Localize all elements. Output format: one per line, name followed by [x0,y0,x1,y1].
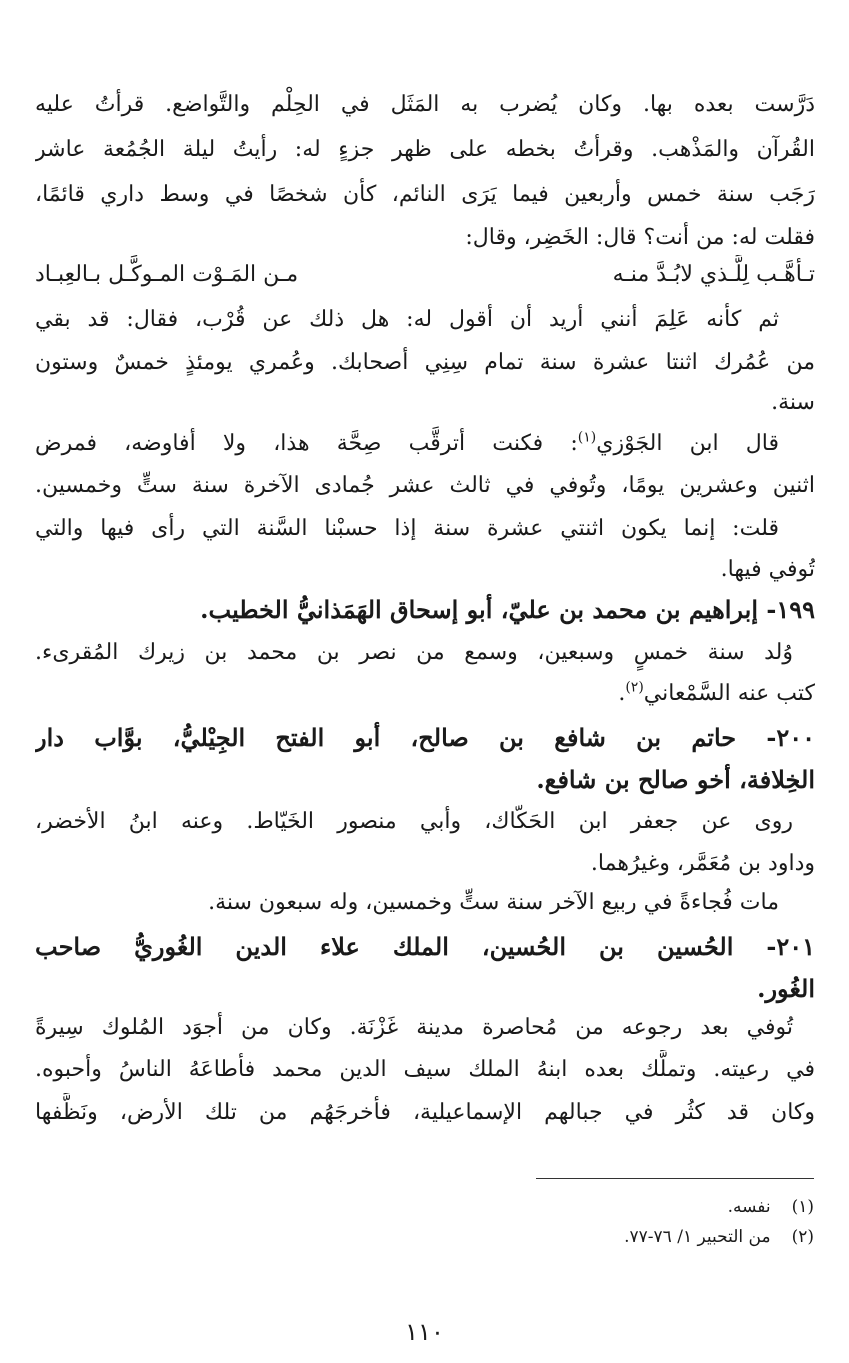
text-span: قال ابن الجَوْزي [596,431,779,456]
verse-second-hemistich: مـن المَـوْت المـوكَّـل بـالعِبـاد [35,262,299,287]
verse-line [35,255,815,295]
footnote-text: من التحبير ١/ ٧٦-٧٧. [624,1227,771,1247]
entry-heading-200-cont: الخِلافة، أخو صالح بن شافع. [536,765,815,794]
text-line [35,424,815,464]
footnote-number: (٢) [791,1227,814,1247]
footnote [414,1223,814,1251]
text-line: رَجَب سنة خمس وأربعين فيما يَرَى النائم، كأن شخصًا في وسط داري قائمًا، [35,182,815,207]
text-line: وُلد سنة خمسٍ وسبعين، وسمع من نصر بن محمد بن زيرك المُقرىء. [35,640,793,665]
entry-heading-201: ٢٠١- الحُسين بن الحُسين، الملك علاء الدين الغُوريُّ صاحب [35,932,815,961]
text-line: في رعيته. وتملَّك بعده ابنهُ الملك سيف الدين محمد فأطاعَهُ الناسُ وأحبوه. [35,1057,815,1082]
page-number: ١١٠ [405,1318,444,1346]
text-line: قلت: إنما يكون اثنتي عشرة سنة إذا حسبْنا السَّنة التي رأى فيها والتي [35,516,779,541]
text-span: . [618,681,626,706]
text-line: روى عن جعفر ابن الحَكّاك، وأبي منصور الخَيّاط. وعنه ابنُ الأخضر، [35,809,793,834]
footnote-number: (١) [791,1197,814,1217]
text-span: كتب عنه السَّمْعاني [643,681,815,706]
text-line: من عُمُرك اثنتا عشرة سنة تمام سِنِي أصحابك. وعُمري يومئذٍ خمسٌ وستون [35,350,815,375]
entry-heading-200: ٢٠٠- حاتم بن شافع بن صالح، أبو الفتح الجِيْليُّ، بوَّاب دار [35,723,815,752]
text-line: تُوفي بعد رجوعه من مُحاصرة مدينة غَزْنَة. وكان من أجوَد المُلوك سِيرةً [35,1015,793,1040]
text-line: وداود بن مُعَمَّر، وغيرُهما. [590,851,815,876]
footnote-ref: (١) [577,429,597,446]
footnote [414,1193,814,1221]
text-line: سنة. [771,390,815,415]
footnote-ref: (٢) [625,679,644,696]
text-line: دَرَّست بعده بها. وكان يُضرب به المَثَل في الحِلْم والتَّواضع. قرأتُ عليه [35,92,815,117]
text-line: اثنين وعشرين يومًا، وتُوفي في ثالث عشر جُمادى الآخرة سنة ستٍّ وخمسين. [35,473,815,498]
footnote-divider [536,1178,814,1179]
text-line: مات فُجاءةً في ربيع الآخر سنة ستٍّ وخمسين، وله سبعون سنة. [208,890,779,915]
text-span: : فكنت أترقَّب صِحَّة هذا، ولا أفاوضه، فمرض [35,431,578,456]
entry-heading-199: ١٩٩- إبراهيم بن محمد بن عليّ، أبو إسحاق الهَمَذانيُّ الخطيب. [200,595,815,624]
text-line: تُوفي فيها. [720,557,815,582]
verse-first-hemistich: تـأهَّـب لِلَّـذي لابُـدَّ منـه [612,262,815,287]
entry-heading-201-cont: الغُور. [757,974,815,1003]
text-line: فقلت له: من أنت؟ قال: الخَضِر، وقال: [465,225,815,250]
text-line: القُرآن والمَذْهب. وقرأتُ بخطه على ظهر جزءٍ له: رأيتُ ليلة الجُمُعة عاشر [35,137,815,162]
footnote-text: نفسه. [727,1197,771,1217]
text-line [35,674,815,714]
text-line: وكان قد كثُر في جبالهم الإسماعيلية، فأخرجَهُم من تلك الأرض، ونَظَّفها [35,1100,815,1125]
text-line: ثم كأنه عَلِمَ أنني أريد أن أقول له: هل ذلك عن قُرْب، فقال: قد بقي [35,307,779,332]
